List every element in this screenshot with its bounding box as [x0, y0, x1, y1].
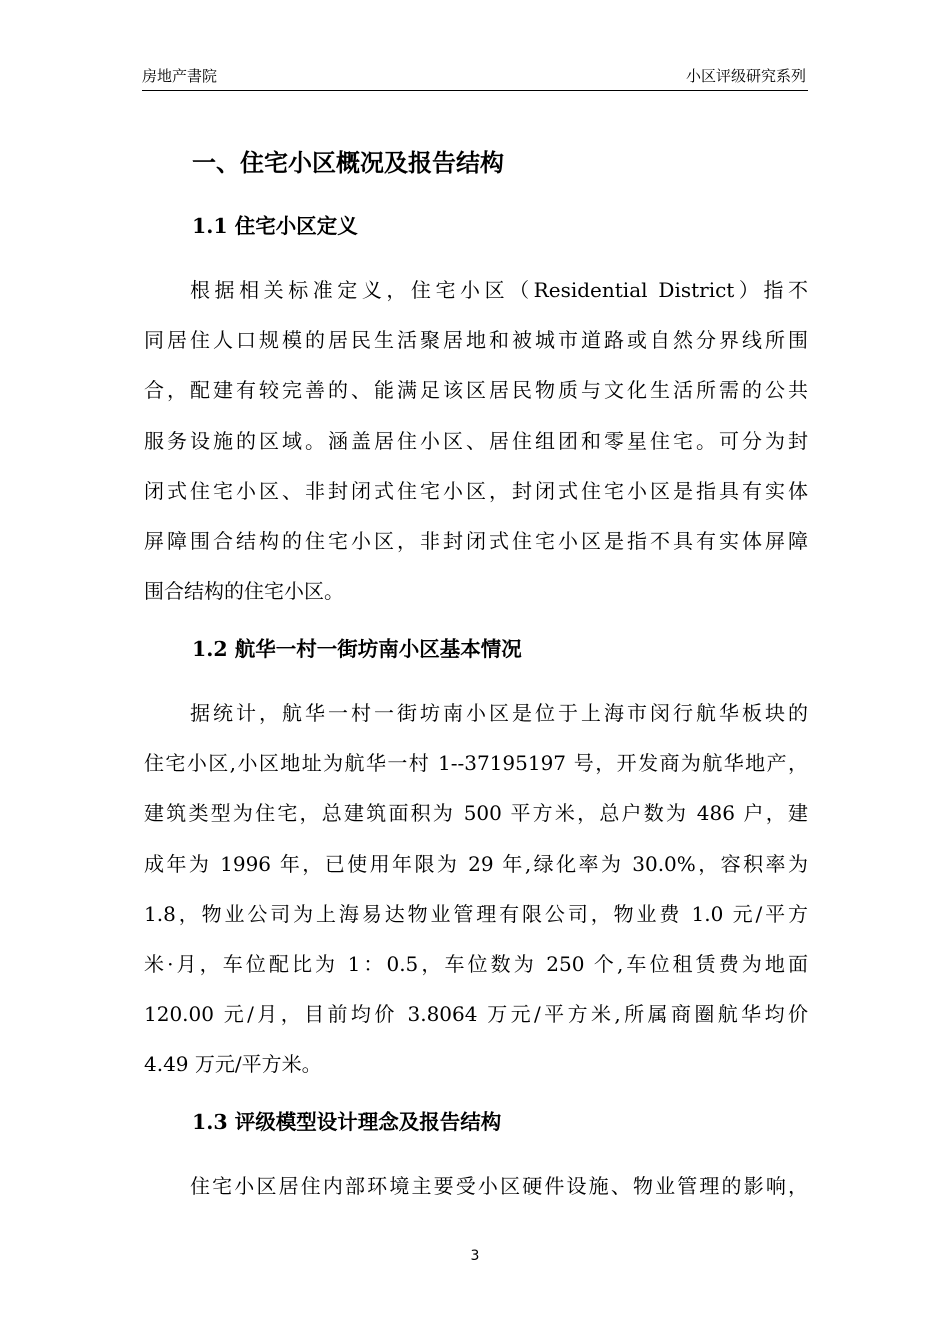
paragraph-line: 米·月，车位配比为 1：0.5，车位数为 250 个,车位租赁费为地面 — [144, 952, 808, 977]
paragraph-definition — [144, 265, 808, 616]
paragraph-line: 建筑类型为住宅，总建筑面积为 500 平方米，总户数为 486 户，建 — [144, 801, 808, 826]
paragraph-line: 住宅小区居住内部环境主要受小区硬件设施、物业管理的影响， — [190, 1174, 808, 1198]
heading-1-1: 1.1 住宅小区定义 — [192, 214, 358, 238]
page-number: 3 — [470, 1248, 480, 1264]
paragraph-line: 120.00 元/月，目前均价 3.8064 万元/平方米,所属商圈航华均价 — [144, 1002, 808, 1027]
heading-1-3: 1.3 评级模型设计理念及报告结构 — [192, 1110, 502, 1134]
paragraph-line: 住宅小区,小区地址为航华一村 1--37195197 号，开发商为航华地产， — [144, 751, 808, 776]
paragraph-line: 同居住人口规模的居民生活聚居地和被城市道路或自然分界线所围 — [144, 328, 808, 353]
heading-1-2: 1.2 航华一村一街坊南小区基本情况 — [192, 637, 522, 661]
header-left-text: 房地产書院 — [142, 67, 218, 85]
paragraph-line: 服务设施的区域。涵盖居住小区、居住组团和零星住宅。可分为封 — [144, 428, 808, 453]
paragraph-line: 屏障围合结构的住宅小区，非封闭式住宅小区是指不具有实体屏障 — [144, 529, 808, 554]
paragraph-basic-info — [144, 688, 808, 1090]
paragraph-line: 闭式住宅小区、非封闭式住宅小区，封闭式住宅小区是指具有实体 — [144, 478, 808, 503]
paragraph-line: 4.49 万元/平方米。 — [144, 1052, 322, 1077]
paragraph-model-design — [144, 1161, 808, 1211]
paragraph-line: 成年为 1996 年，已使用年限为 29 年,绿化率为 30.0%，容积率为 — [144, 851, 808, 876]
section-title: 一、住宅小区概况及报告结构 — [192, 148, 504, 177]
paragraph-line: 1.8，物业公司为上海易达物业管理有限公司，物业费 1.0 元/平方 — [144, 901, 808, 926]
header-divider — [142, 90, 808, 91]
paragraph-line: 围合结构的住宅小区。 — [144, 579, 344, 604]
paragraph-line: 根据相关标准定义，住宅小区（Residential District）指不 — [190, 278, 808, 302]
paragraph-line: 合，配建有较完善的、能满足该区居民物质与文化生活所需的公共 — [144, 378, 808, 403]
header-right-text: 小区评级研究系列 — [685, 67, 806, 85]
paragraph-line: 据统计，航华一村一街坊南小区是位于上海市闵行航华板块的 — [190, 701, 808, 725]
